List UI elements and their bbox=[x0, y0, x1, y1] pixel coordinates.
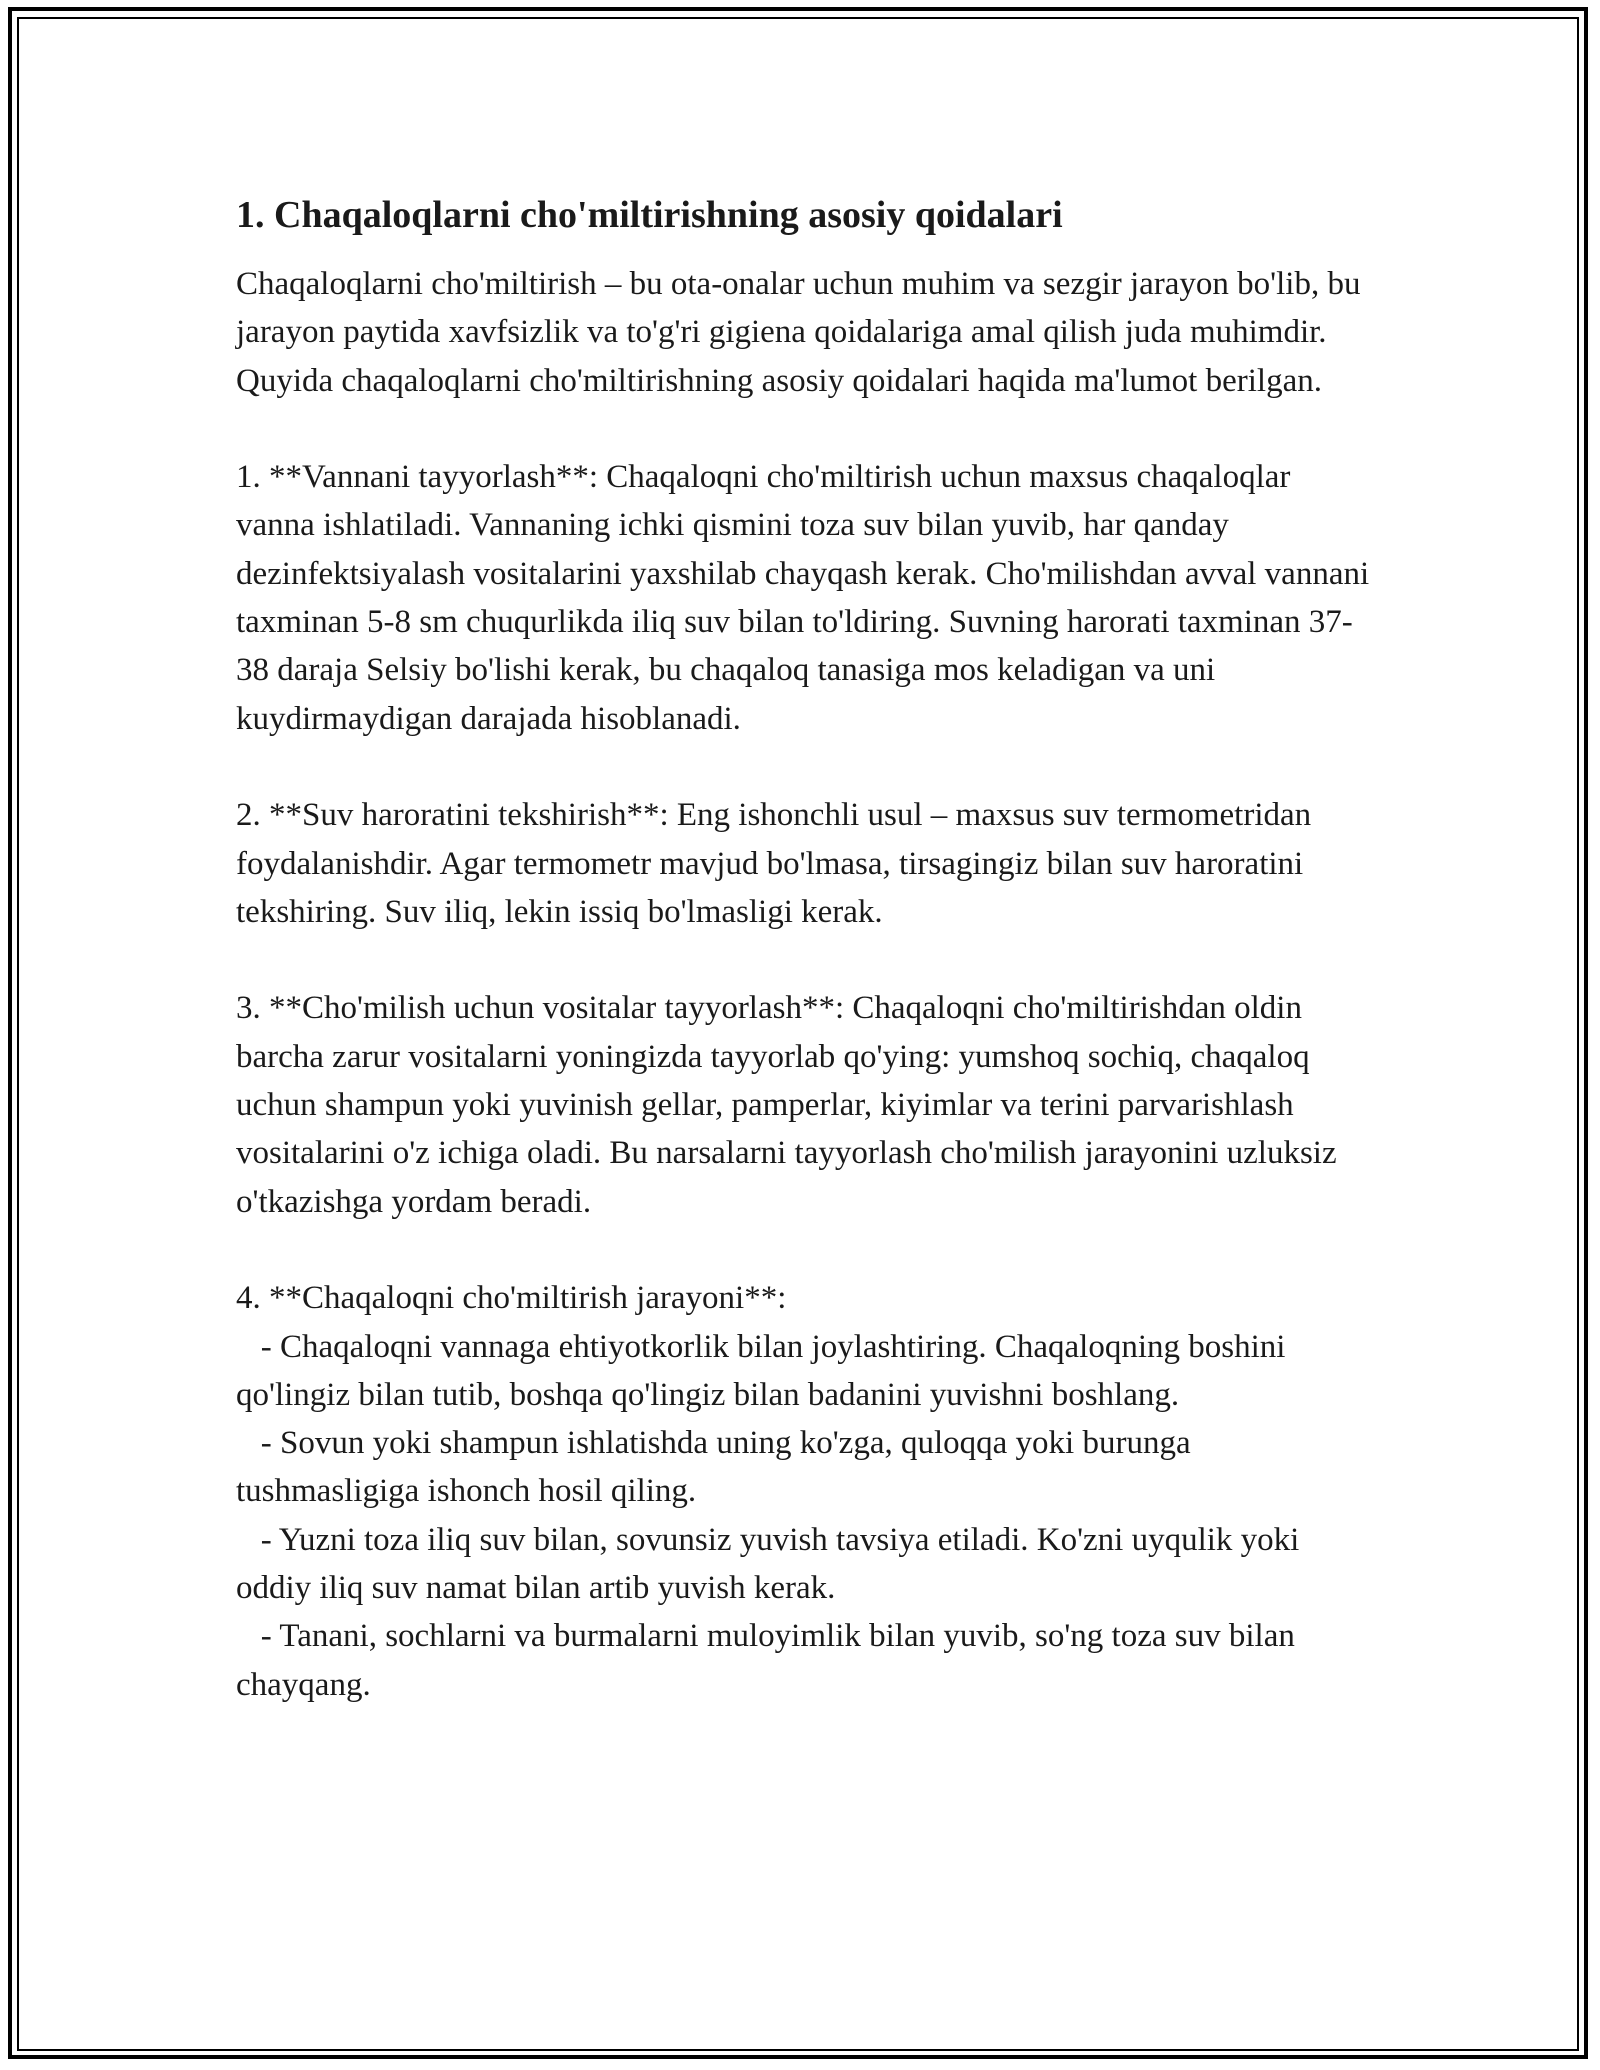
document-body: Chaqaloqlarni cho'miltirish – bu ota-onalar uchun muhim va sezgir jarayon bo'lib, bu jarayon paytida xavfsizlik va to'g'ri gigiena qoidalariga amal qilish juda muhimdir. Quyida chaqaloqlarni cho'miltirishning asosiy qoidalari haqida ma'lumot berilgan. 1. **Vannani tayyorlash**: Chaqaloqni cho'miltirish uchun maxsus chaqaloqlar vanna ishlatiladi. Vannaning ichki qismini toza suv bilan yuvib, har qanday dezinfektsiyalash vositalarini yaxshilab chayqash kerak. Cho'milishdan avval vannani taxminan 5-8 sm chuqurlikda iliq suv bilan to'ldiring. Suvning harorati taxminan 37-38 daraja Selsiy bo'lishi kerak, bu chaqaloq tanasiga mos keladigan va uni kuydirmaydigan darajada hisoblanadi. 2. **Suv haroratini tekshirish**: Eng ishonchli usul – maxsus suv termometridan foydalanishdir. Agar termometr mavjud bo'lmasa, tirsagingiz bilan suv haroratini tekshiring. Suv iliq, lekin issiq bo'lmasligi kerak. 3. **Cho'milish uchun vositalar tayyorlash**: Chaqaloqni cho'miltirishdan oldin barcha zarur vositalarni yoningizda tayyorlab qo'ying: yumshoq sochiq, chaqaloq uchun shampun yoki yuvinish gellar, pamperlar, kiyimlar va terini parvarishlash vositalarini o'z ichiga oladi. Bu narsalarni tayyorlash cho'milish jarayonini uzluksiz o'tkazishga yordam beradi. 4. **Chaqaloqni cho'miltirish jarayoni**: - Chaqaloqni vannaga ehtiyotkorlik bilan joylashtiring. Chaqaloqning boshini qo'lingiz bilan tutib, boshqa qo'lingiz bilan badanini yuvishni boshlang. - Sovun yoki shampun ishlatishda uning ko'zga, quloqqa yoki burunga tushmasligiga ishonch hosil qiling. - Yuzni toza iliq suv bilan, sovunsiz yuvish tavsiya etiladi. Ko'zni uyqulik yoki oddiy iliq suv namat bilan artib yuvish kerak. - Tanani, sochlarni va burmalarni muloyimlik bilan yuvib, so'ng toza suv bilan chayqang. bbox=[236, 266, 1370, 1703]
document-content bbox=[236, 188, 1376, 1709]
document-title: 1. Chaqaloqlarni cho'miltirishning asosiy qoidalari bbox=[236, 194, 1063, 236]
